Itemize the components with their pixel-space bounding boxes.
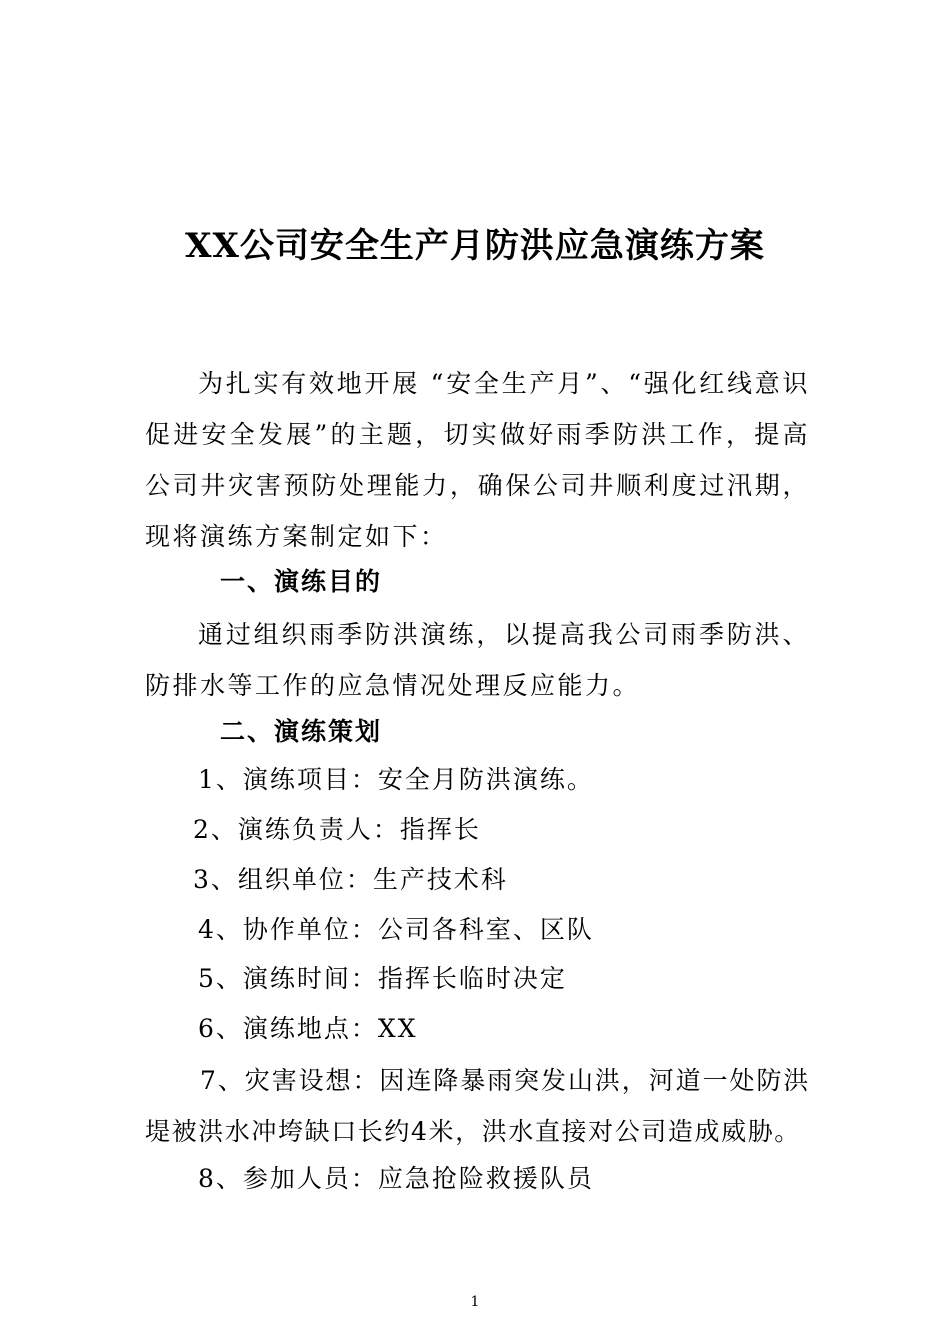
plan-item: 8、参加人员：应急抢险救援队员: [198, 1164, 594, 1193]
plan-item: 4、协作单位：公司各科室、区队: [198, 915, 594, 944]
document-title: XX公司安全生产月防洪应急演练方案: [185, 226, 765, 266]
plan-item: 1、演练项目：安全月防洪演练。: [198, 765, 594, 794]
plan-item-disaster: 7、灾害设想：因连降暴雨突发山洪，河道一处防洪堤被洪水冲垮缺口长约4米，洪水直接对公司造成威胁。: [145, 1066, 810, 1146]
page-number: 1: [470, 1294, 480, 1310]
plan-item: 3、组织单位：生产技术科: [193, 865, 508, 894]
plan-item: 5、演练时间：指挥长临时决定: [198, 964, 567, 993]
purpose-paragraph: 通过组织雨季防洪演练，以提高我公司雨季防洪、防排水等工作的应急情况处理反应能力。: [145, 620, 810, 700]
intro-paragraph: 为扎实有效地开展 “安全生产月”、“强化红线意识促进安全发展”的主题，切实做好雨季防洪工作，提高公司井灾害预防处理能力，确保公司井顺利度过汛期，现将演练方案制定如下：: [145, 369, 810, 551]
section-heading-planning: 二、演练策划: [220, 717, 383, 746]
plan-item: 6、演练地点：XX: [198, 1014, 418, 1043]
plan-item: 2、演练负责人：指挥长: [193, 815, 481, 844]
section-heading-purpose: 一、演练目的: [220, 567, 383, 596]
